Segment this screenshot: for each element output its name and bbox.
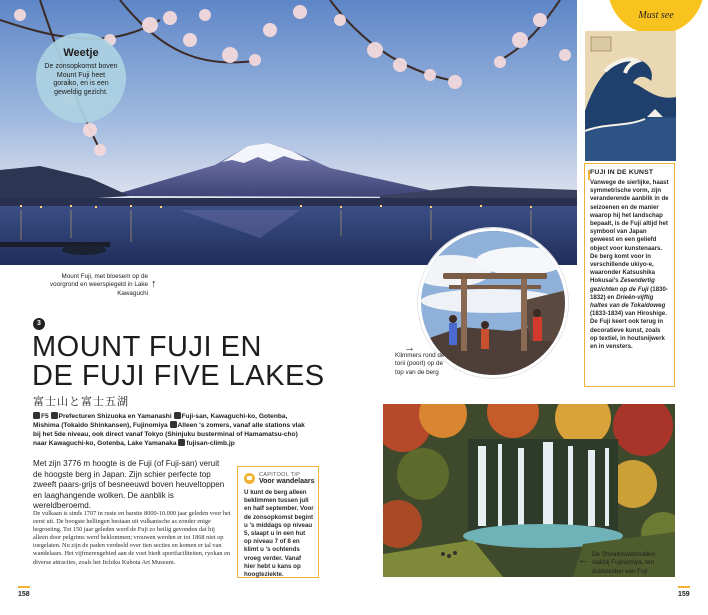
bus-icon [170, 421, 177, 428]
art-work-title: Zesendertig gezichten op de Fuji [590, 277, 655, 293]
title-line-2: DE FUJI FIVE LAKES [32, 360, 325, 392]
accent-bar [588, 170, 590, 180]
page-number-left: 158 [18, 591, 30, 598]
hero-caption: Mount Fuji, met bloesem op de voorgrond en weerspiegeld in Lake Kawaguchi [49, 273, 148, 297]
great-wave-print [585, 31, 676, 161]
must-see-badge [608, 0, 704, 34]
art-text-part: Vanwege de sierlijke, haast symmetrische vorm, zijn veranderende aanblik in de seizoenen en de manier waarop hij het landschap bepaalt, is de Fuji altijd het symbool van Japan geweest en een geliefd object voor kunstenaars. De berg komt voor in verschillende ukiyo-e, waaronder Katsushika Hokusai's [590, 179, 669, 285]
section-title [32, 333, 332, 391]
lead-paragraph: Met zijn 3776 m hoogte is de Fuji (of Fuji-san) veruit de hoogste berg in Japan. Zijn schier perfecte top zweeft paars-grijs of besneeuwd boven heuveltoppen en laaghangende wolken. De aanblik is wereldberoemd. [33, 459, 225, 511]
section-number: 3 [33, 318, 45, 330]
japanese-title: 富士山と富士五湖 [33, 396, 129, 408]
art-sidebar [584, 163, 675, 387]
arrow-up-icon: ↑ [151, 278, 157, 290]
art-text [590, 179, 669, 351]
arrow-left-icon: ← [578, 554, 589, 566]
info-region: Prefecturen Shizuoka en Yamanashi [58, 413, 172, 420]
fact-bubble [36, 33, 126, 123]
info-web: fujisan-climb.jp [186, 440, 235, 447]
tip-title: Voor wandelaars [259, 478, 315, 485]
tip-kicker: CAPITOOL TIP [259, 472, 301, 478]
location-icon [51, 412, 58, 419]
fact-title: Weetje [63, 47, 99, 59]
body-paragraph: De vulkaan is sinds 1707 in ruste en barstte 8000-10.000 jaar geleden voor het eerst uit. De hoogste hellingen bestaan uit vulkanische as zonder enige begroeiing. Tot 150 jaar geleden werd de Fuji zo heilig gevonden dat hij alleen door pelgrims werd beklommen; vrouwen werden er tot 1868 niet op toegelaten. Nu zijn de paden verdeeld over tien secties en komen er tal van wandelaars. Het vijfmerengebied aan de voet biedt sportfaciliteiten, ryokan en diverse attracties, zoals het Itchiku Kubota Art Museum. [33, 510, 231, 566]
art-work-title: Drieën-vijftig haltes van de Tokaidoweg [590, 293, 666, 310]
art-heading: FUJI IN DE KUNST [590, 169, 654, 176]
page-number-bar-left [18, 586, 30, 588]
map-icon [33, 412, 40, 419]
waterfall-caption: De Shiraitowatervallen vlakbij Fujinomiya, ten zuidwesten van Fuji [592, 551, 655, 575]
must-see-label: Must see [638, 10, 674, 21]
web-icon [178, 439, 185, 446]
fact-text: De zonsopkomst boven Mount Fuji heet goraiko, en is een geweldig gezicht. [44, 63, 118, 96]
title-line-1: MOUNT FUJI EN [32, 331, 262, 363]
art-text-part: (1830-1832) en [590, 285, 668, 301]
info-places: Fuji-san, Kawaguchi-ko, Gotenba, Mishima (Tokaido Shinkansen), Fujinomiya [33, 413, 288, 429]
train-icon [174, 412, 181, 419]
tip-text: U kunt de berg alleen beklimmen tussen juli en half september. Voor de zonsopkomst begint u 's middags op niveau 5, slaapt u in een hut op niveau 7 of 8 en klimt u 's ochtends vroeg verder. Vanaf hier hebt u kans op hoogteziekte. [244, 489, 314, 579]
tip-icon [244, 473, 255, 484]
tip-box [237, 466, 319, 578]
page-number-bar-right [678, 586, 690, 588]
info-season: Alleen 's zomers, vanaf alle stations vlak bij het 5de niveau, ook direct vanaf Tokyo (Shinjuku busterminal of Hamamatsu-cho) naar Kawaguchi-ko, Gotenba, Lake Yamanaka [33, 422, 305, 447]
page-number-right: 159 [678, 591, 690, 598]
arrow-right-icon: → [404, 342, 415, 354]
torii-caption: Klimmers rond de torii (poort) op de top van de berg [395, 352, 445, 376]
info-grid: F5 [41, 413, 49, 420]
art-text-part: (1833-1834) van Hiroshige. De Fuji keert ook terug in decoratieve kunst, zoals op textiel, in houtsnijwerk en in vensters. [590, 310, 667, 351]
practical-info [33, 412, 313, 448]
